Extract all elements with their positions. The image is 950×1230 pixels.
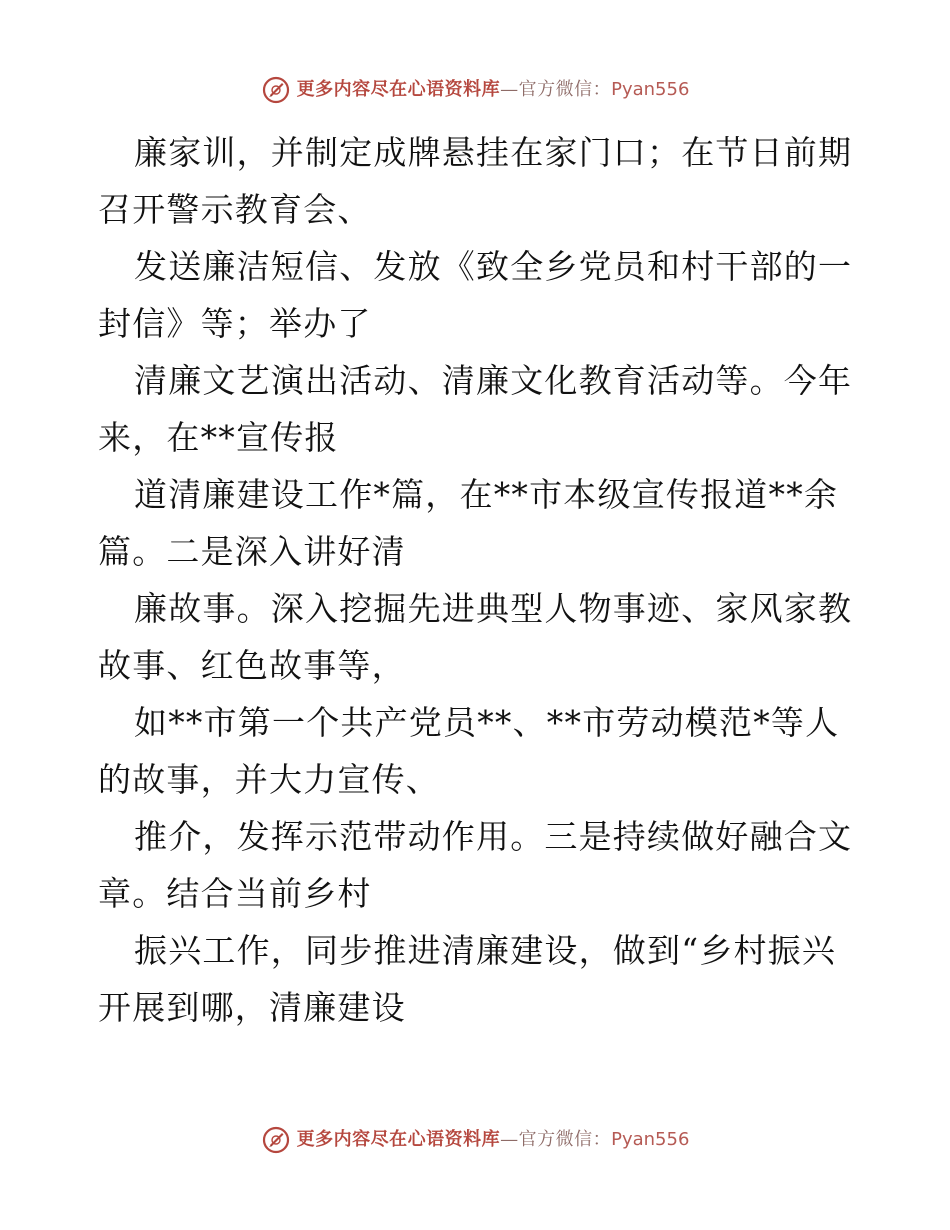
banner-wechat-id: Pyan556 bbox=[611, 79, 690, 100]
document-body bbox=[98, 124, 858, 1036]
banner-wechat-id: Pyan556 bbox=[611, 1129, 690, 1150]
paragraph: 振兴工作，同步推进清廉建设，做到“乡村振兴开展到哪，清廉建设 bbox=[98, 931, 837, 1027]
paragraph: 廉故事。深入挖掘先进典型人物事迹、家风家教故事、红色故事等， bbox=[98, 589, 853, 685]
quill-seal-icon bbox=[261, 75, 291, 105]
banner-separator: — bbox=[500, 1129, 519, 1150]
banner-separator: — bbox=[500, 79, 519, 100]
banner-title: 更多内容尽在心语资料库 bbox=[296, 1129, 501, 1150]
header-banner bbox=[0, 70, 950, 110]
banner-label: 官方微信： bbox=[518, 79, 612, 100]
paragraph: 发送廉洁短信、发放《致全乡党员和村干部的一封信》等；举办了 bbox=[98, 247, 853, 343]
paragraph: 如**市第一个共产党员**、**市劳动模范*等人的故事，并大力宣传、 bbox=[98, 703, 840, 799]
paragraph: 清廉文艺演出活动、清廉文化教育活动等。今年来，在**宣传报 bbox=[98, 361, 853, 457]
paragraph: 推介，发挥示范带动作用。三是持续做好融合文章。结合当前乡村 bbox=[98, 817, 853, 913]
banner-text bbox=[297, 1131, 690, 1149]
banner-text bbox=[297, 81, 690, 99]
banner-label: 官方微信： bbox=[518, 1129, 612, 1150]
footer-banner bbox=[0, 1120, 950, 1160]
banner-title: 更多内容尽在心语资料库 bbox=[296, 79, 501, 100]
paragraph: 廉家训，并制定成牌悬挂在家门口；在节日前期召开警示教育会、 bbox=[98, 133, 853, 229]
quill-seal-icon bbox=[261, 1125, 291, 1155]
paragraph: 道清廉建设工作*篇，在**市本级宣传报道**余篇。二是深入讲好清 bbox=[98, 475, 839, 571]
